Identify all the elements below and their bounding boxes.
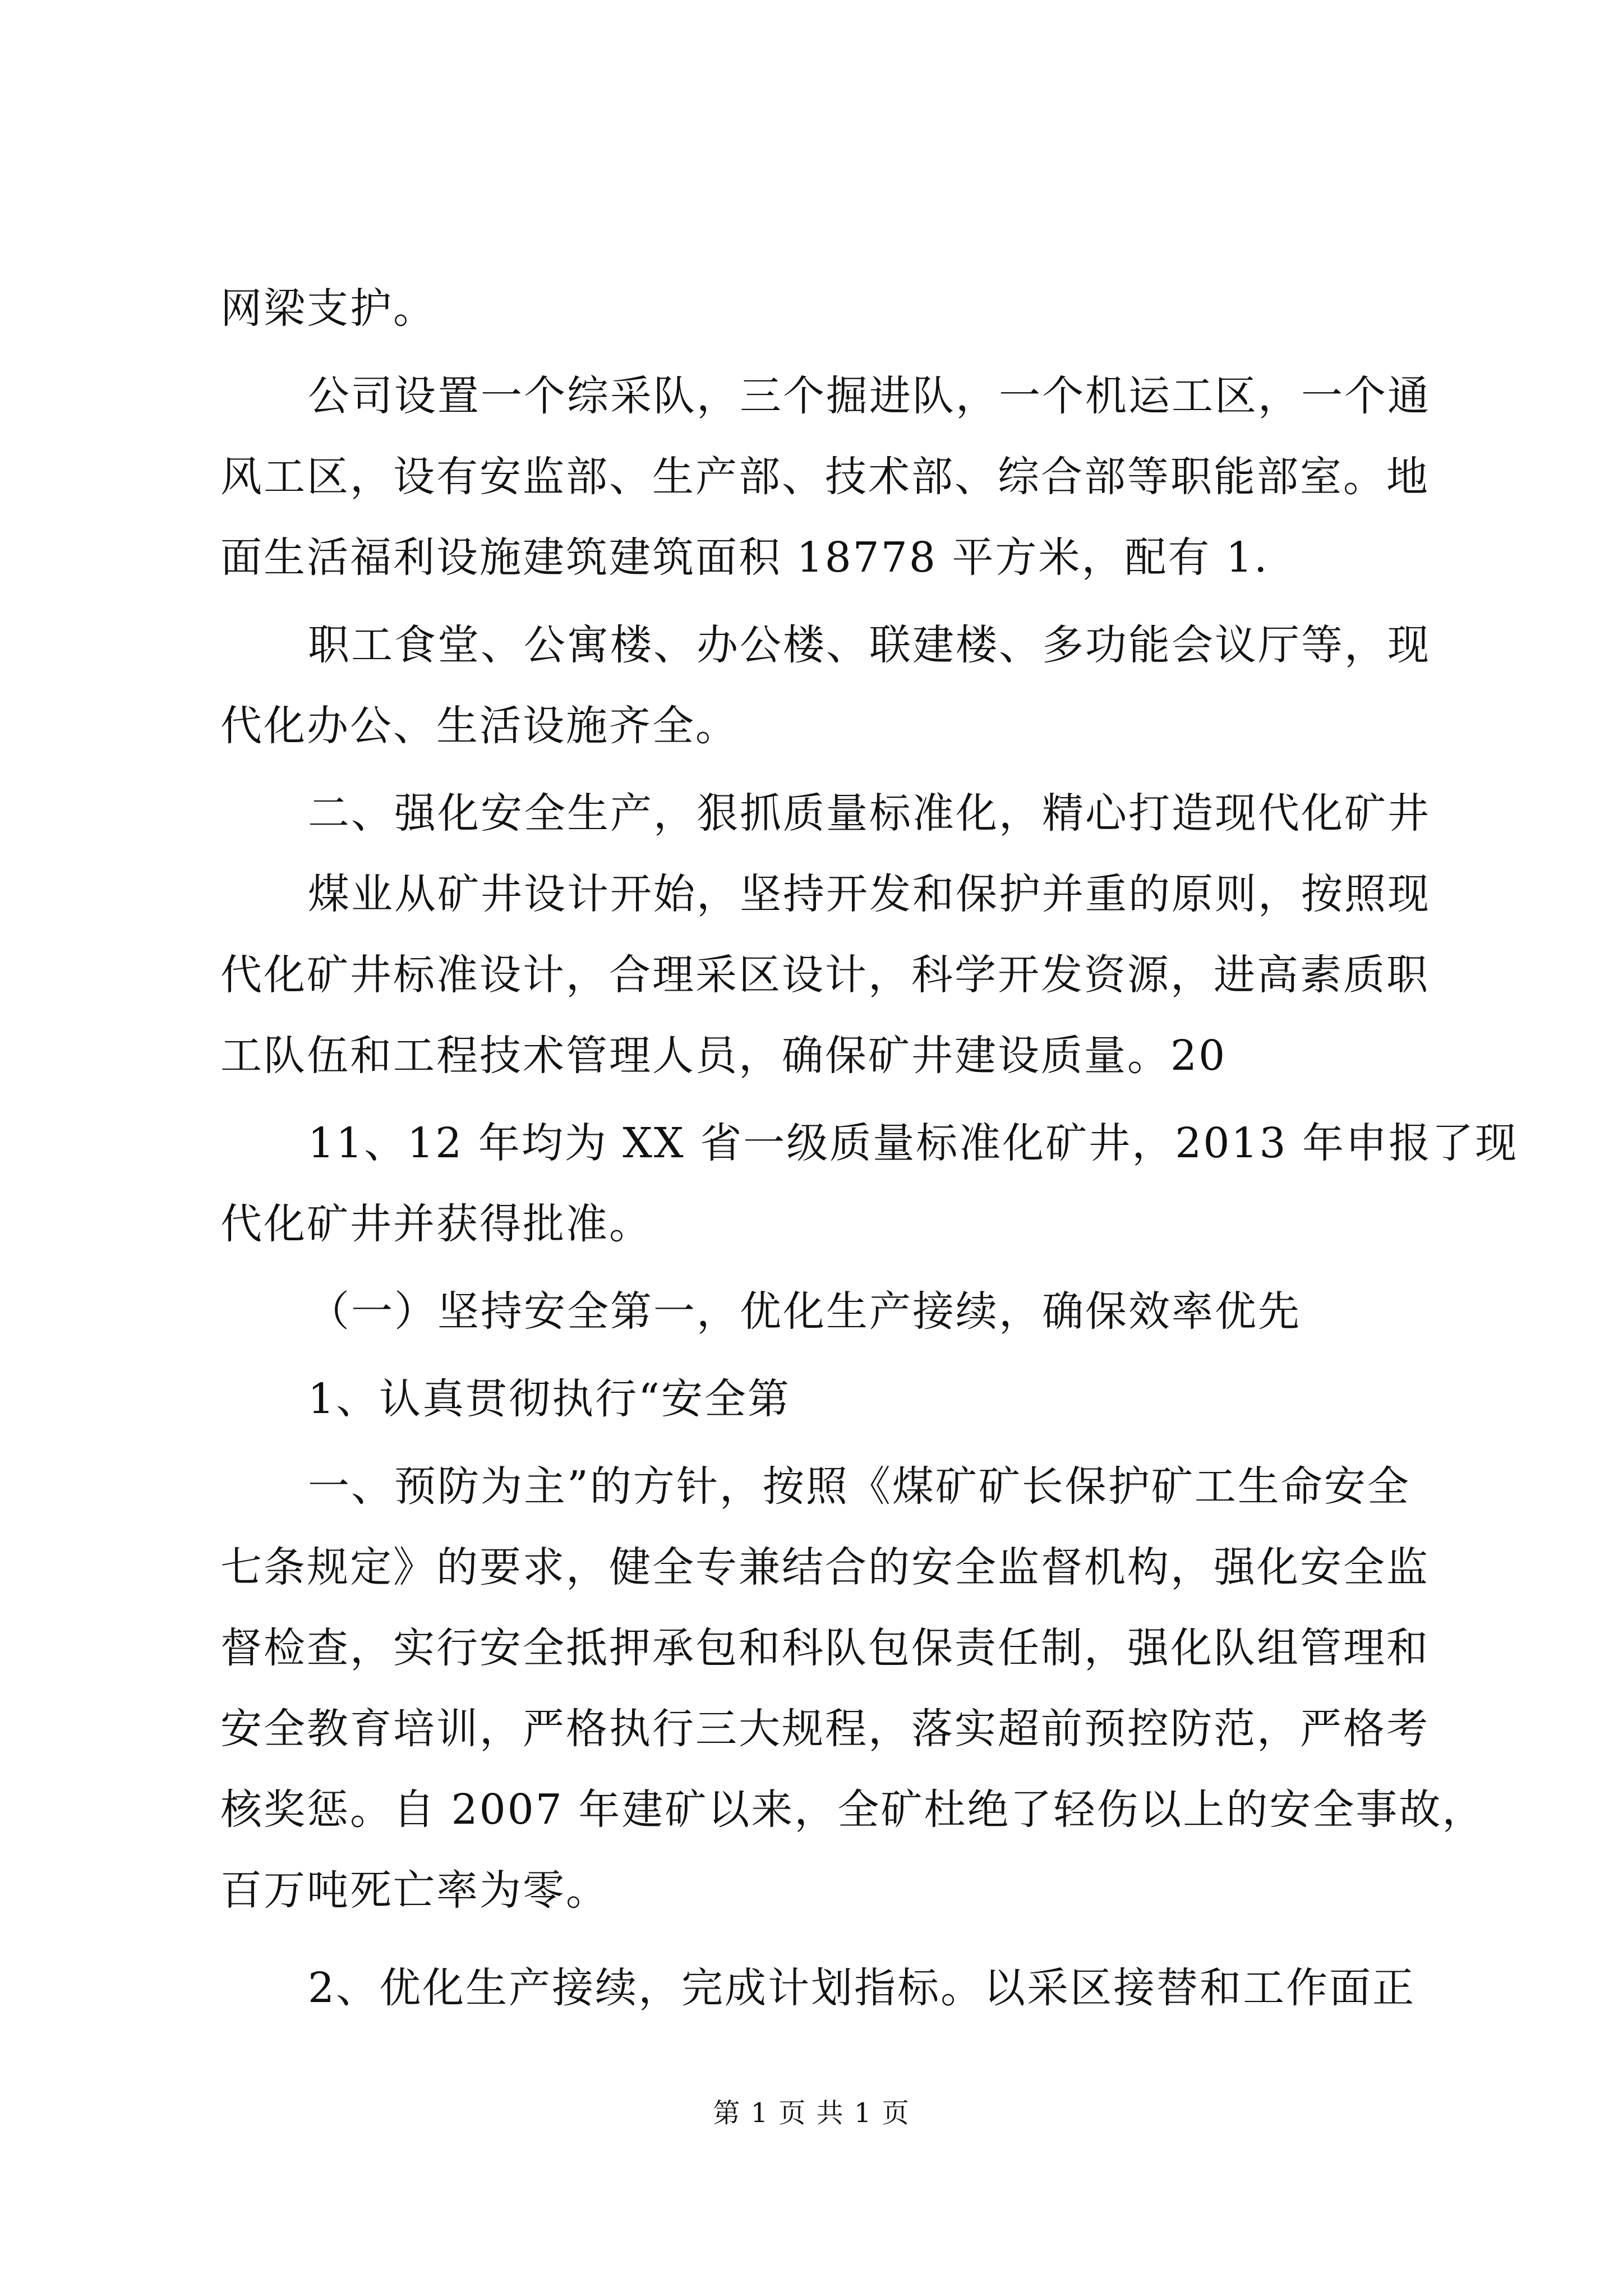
text-line: 公司设置一个综采队，三个掘进队，一个机运工区，一个通 (308, 372, 1431, 420)
text-line: 风工区，设有安监部、生产部、技术部、综合部等职能部室。地 (220, 453, 1430, 501)
text-line: 面生活福利设施建筑建筑面积 18778 平方米，配有 1. (220, 533, 1269, 582)
text-line: 11、12 年均为 XX 省一级质量标准化矿井，2013 年申报了现 (308, 1119, 1519, 1167)
text-line: 七条规定》的要求，健全专兼结合的安全监督机构，强化安全监 (220, 1543, 1430, 1591)
text-line: 工队伍和工程技术管理人员，确保矿井建设质量。20 (220, 1032, 1227, 1080)
text-line: 代化办公、生活设施齐全。 (220, 702, 739, 750)
document-body (220, 268, 1519, 2028)
text-line: 1、认真贯彻执行“安全第 (308, 1375, 791, 1423)
section-heading: 二、强化安全生产，狠抓质量标准化，精心打造现代化矿井 (308, 789, 1431, 838)
subsection-heading: （一）坚持安全第一，优化生产接续，确保效率优先 (308, 1287, 1301, 1336)
page-footer: 第 1 页 共 1 页 (713, 2097, 910, 2129)
text-line: 代化矿井标准设计，合理采区设计，科学开发资源，进高素质职 (220, 951, 1430, 999)
text-line: 安全教育培训，严格执行三大规程，落实超前预控防范，严格考 (220, 1705, 1430, 1753)
text-line: 煤业从矿井设计开始，坚持开发和保护并重的原则，按照现 (308, 870, 1431, 918)
text-line: 网梁支护。 (220, 284, 436, 333)
text-line: 督检查，实行安全抵押承包和科队包保责任制，强化队组管理和 (220, 1624, 1430, 1672)
text-line: 代化矿井并获得批准。 (220, 1200, 652, 1248)
text-line: 一、预防为主”的方针，按照《煤矿矿长保护矿工生命安全 (308, 1462, 1410, 1511)
text-line: 2、优化生产接续，完成计划指标。以采区接替和工作面正 (308, 1964, 1416, 2012)
text-line: 核奖惩。自 2007 年建矿以来，全矿杜绝了轻伤以上的安全事故， (220, 1786, 1486, 1834)
text-line: 百万吨死亡率为零。 (220, 1866, 609, 1915)
text-line: 职工食堂、公寓楼、办公楼、联建楼、多功能会议厅等，现 (308, 621, 1431, 669)
